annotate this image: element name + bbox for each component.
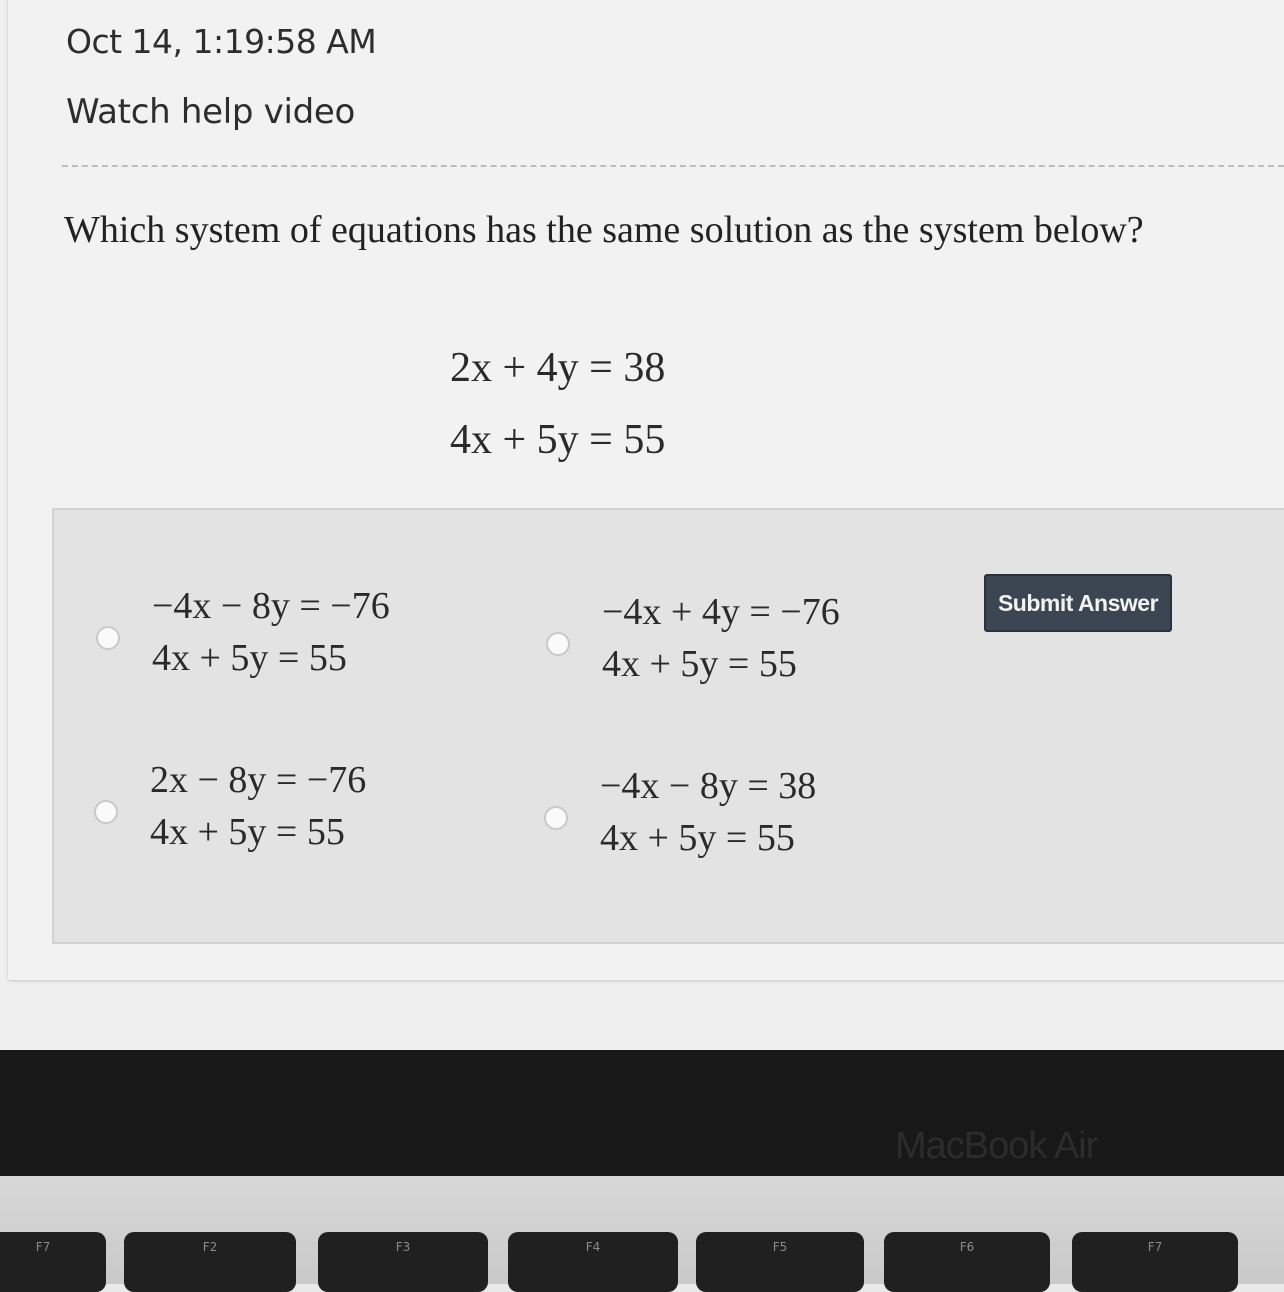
timestamp: Oct 14, 1:19:58 AM xyxy=(66,22,377,61)
key-label: F7 xyxy=(1147,1240,1163,1254)
rewind-icon xyxy=(1072,1232,1238,1292)
key-label: F5 xyxy=(772,1240,788,1254)
keyboard-brightness-up-icon xyxy=(124,1232,296,1292)
choice-a-equation-1: −4x − 8y = −76 xyxy=(152,585,390,627)
watch-help-video-link[interactable]: Watch help video xyxy=(66,92,356,132)
question-prompt: Which system of equations has the same solution as the system below? xyxy=(64,209,1144,251)
key-label: F4 xyxy=(585,1240,601,1254)
choice-d-equations xyxy=(600,760,816,864)
choice-b-equation-1: −4x + 4y = −76 xyxy=(602,591,840,633)
choice-c[interactable] xyxy=(90,754,470,864)
key-label: F7 xyxy=(35,1240,51,1254)
choice-a-equation-2: 4x + 5y = 55 xyxy=(152,637,347,679)
kb-light-up-icon xyxy=(884,1232,1050,1292)
keyboard-brightness-down-icon xyxy=(0,1232,106,1292)
mission-control-icon xyxy=(318,1232,488,1292)
choice-d-radio[interactable] xyxy=(544,806,568,830)
choice-b-equations xyxy=(602,586,840,690)
key-label: F3 xyxy=(395,1240,411,1254)
choice-c-radio[interactable] xyxy=(94,800,118,824)
choice-b-equation-2: 4x + 5y = 55 xyxy=(602,643,797,685)
choice-a-radio[interactable] xyxy=(96,626,120,650)
submit-answer-button[interactable]: Submit Answer xyxy=(984,574,1172,632)
given-equation-1: 2x + 4y = 38 xyxy=(450,345,666,391)
choice-d[interactable] xyxy=(540,760,940,870)
choice-a-equations xyxy=(152,580,390,684)
given-equation-2: 4x + 5y = 55 xyxy=(450,417,666,463)
choice-d-equation-2: 4x + 5y = 55 xyxy=(600,817,795,859)
laptop-brand-label: MacBook Air xyxy=(895,1125,1098,1167)
choice-b-radio[interactable] xyxy=(546,632,570,656)
launchpad-icon xyxy=(508,1232,678,1292)
choice-a[interactable] xyxy=(92,580,472,690)
key-label: F2 xyxy=(202,1240,218,1254)
choice-b[interactable] xyxy=(542,586,942,696)
divider xyxy=(62,165,1284,167)
choice-c-equations xyxy=(150,754,366,858)
key-label: F6 xyxy=(959,1240,975,1254)
given-system xyxy=(450,332,665,476)
kb-light-down-icon xyxy=(696,1232,864,1292)
choice-c-equation-2: 4x + 5y = 55 xyxy=(150,811,345,853)
choice-d-equation-1: −4x − 8y = 38 xyxy=(600,765,817,807)
choice-c-equation-1: 2x − 8y = −76 xyxy=(150,759,367,801)
